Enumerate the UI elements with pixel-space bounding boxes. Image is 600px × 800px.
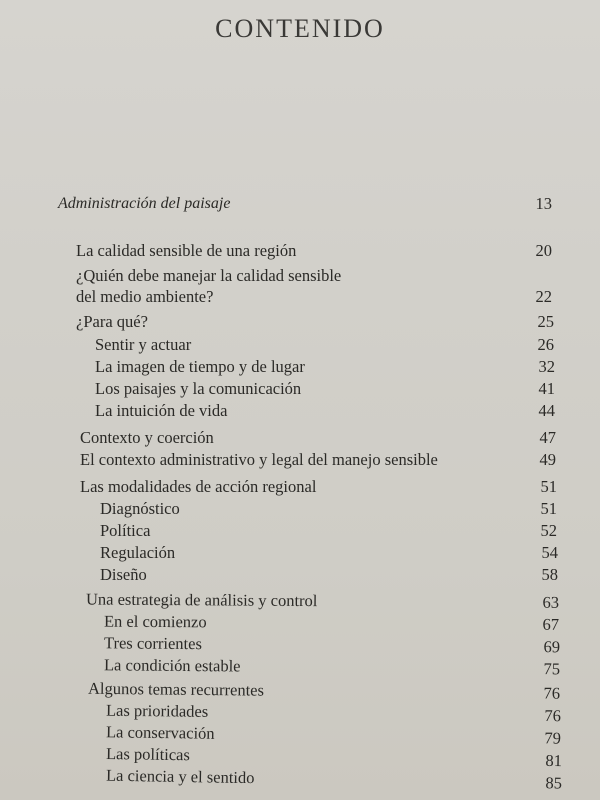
toc-entry-title: La imagen de tiempo y de lugar xyxy=(95,357,305,376)
toc-entry-title: Sentir y actuar xyxy=(95,335,192,354)
toc-entry-page-number: 22 xyxy=(535,287,552,306)
toc-entry-page-number: 79 xyxy=(544,728,562,748)
toc-entry-title: La conservación xyxy=(105,722,215,743)
toc-entry-title: Política xyxy=(100,521,151,540)
toc-entry-page-number: 58 xyxy=(541,565,558,584)
toc-entry-title: del medio ambiente? xyxy=(76,287,214,306)
toc-entry-title: Una estrategia de análisis y control xyxy=(85,589,318,611)
toc-entry-page-number: 51 xyxy=(540,477,557,496)
toc-entry-page-number: 47 xyxy=(539,428,556,447)
toc-entry-page-number: 81 xyxy=(545,750,563,771)
toc-entry-page-number: 63 xyxy=(542,592,560,612)
toc-entry-page-number: 25 xyxy=(537,312,554,331)
toc-entry-page-number: 54 xyxy=(541,543,558,562)
toc-entry xyxy=(0,193,600,217)
toc-entry xyxy=(0,240,600,264)
toc-entry-page-number: 85 xyxy=(545,773,563,793)
toc-entry-page-number: 32 xyxy=(538,357,555,376)
toc-entry-title: Los paisajes y la comunicación xyxy=(95,379,302,398)
toc-entry-title: ¿Para qué? xyxy=(76,312,148,331)
toc-entry-page-number: 20 xyxy=(535,241,552,260)
toc-entry-title: El contexto administrativo y legal del manejo sensible xyxy=(80,450,438,469)
toc-entry-title: Las prioridades xyxy=(105,700,209,721)
toc-entry-title: Regulación xyxy=(100,543,176,562)
toc-entry-title: La condición estable xyxy=(103,655,241,676)
toc-entry-title: Las políticas xyxy=(105,743,191,765)
toc-entry xyxy=(0,311,600,335)
toc-entry-title: Diseño xyxy=(100,565,147,584)
toc-entry-page-number: 13 xyxy=(535,194,552,213)
toc-entry xyxy=(0,378,600,402)
toc-entry xyxy=(0,564,600,588)
toc-entry-title: Tres corrientes xyxy=(103,633,203,654)
toc-entry-page-number: 69 xyxy=(543,637,561,657)
toc-entry-page-number: 49 xyxy=(539,450,556,469)
toc-entry xyxy=(0,498,600,522)
toc-entry-title: La ciencia y el sentido xyxy=(105,765,255,788)
toc-entry xyxy=(0,476,600,500)
toc-entry xyxy=(0,400,600,424)
toc-entry xyxy=(0,334,600,358)
toc-entry xyxy=(0,286,600,310)
toc-entry-page-number: 76 xyxy=(544,705,562,726)
toc-entry-page-number: 41 xyxy=(538,379,555,398)
toc-entry-title: La intuición de vida xyxy=(95,401,228,420)
toc-entry-title: Las modalidades de acción regional xyxy=(80,477,317,496)
toc-entry xyxy=(0,356,600,380)
toc-entry-title: La calidad sensible de una región xyxy=(76,241,297,260)
toc-entry-title: Administración del paisaje xyxy=(58,195,231,212)
toc-entry xyxy=(0,427,600,451)
toc-entry-page-number: 26 xyxy=(537,335,554,354)
toc-entry-title: Contexto y coerción xyxy=(80,428,214,447)
toc-entry xyxy=(0,520,600,544)
toc-entry-title: Algunos temas recurrentes xyxy=(87,678,265,700)
toc-entry-page-number: 67 xyxy=(542,614,560,634)
toc-entry-page-number: 75 xyxy=(543,659,561,679)
toc-entry-page-number: 51 xyxy=(540,499,557,518)
toc-entry xyxy=(0,449,600,473)
toc-entry-page-number: 76 xyxy=(543,683,561,703)
page-title: CONTENIDO xyxy=(215,14,385,43)
toc-entry-title: Diagnóstico xyxy=(100,499,180,518)
toc-entry-title: ¿Quién debe manejar la calidad sensible xyxy=(76,266,342,285)
toc-entry-title: En el comienzo xyxy=(103,611,207,632)
toc-entry-page-number: 44 xyxy=(538,401,555,420)
toc-entry-page-number: 52 xyxy=(540,521,557,540)
toc-entry xyxy=(0,542,600,566)
